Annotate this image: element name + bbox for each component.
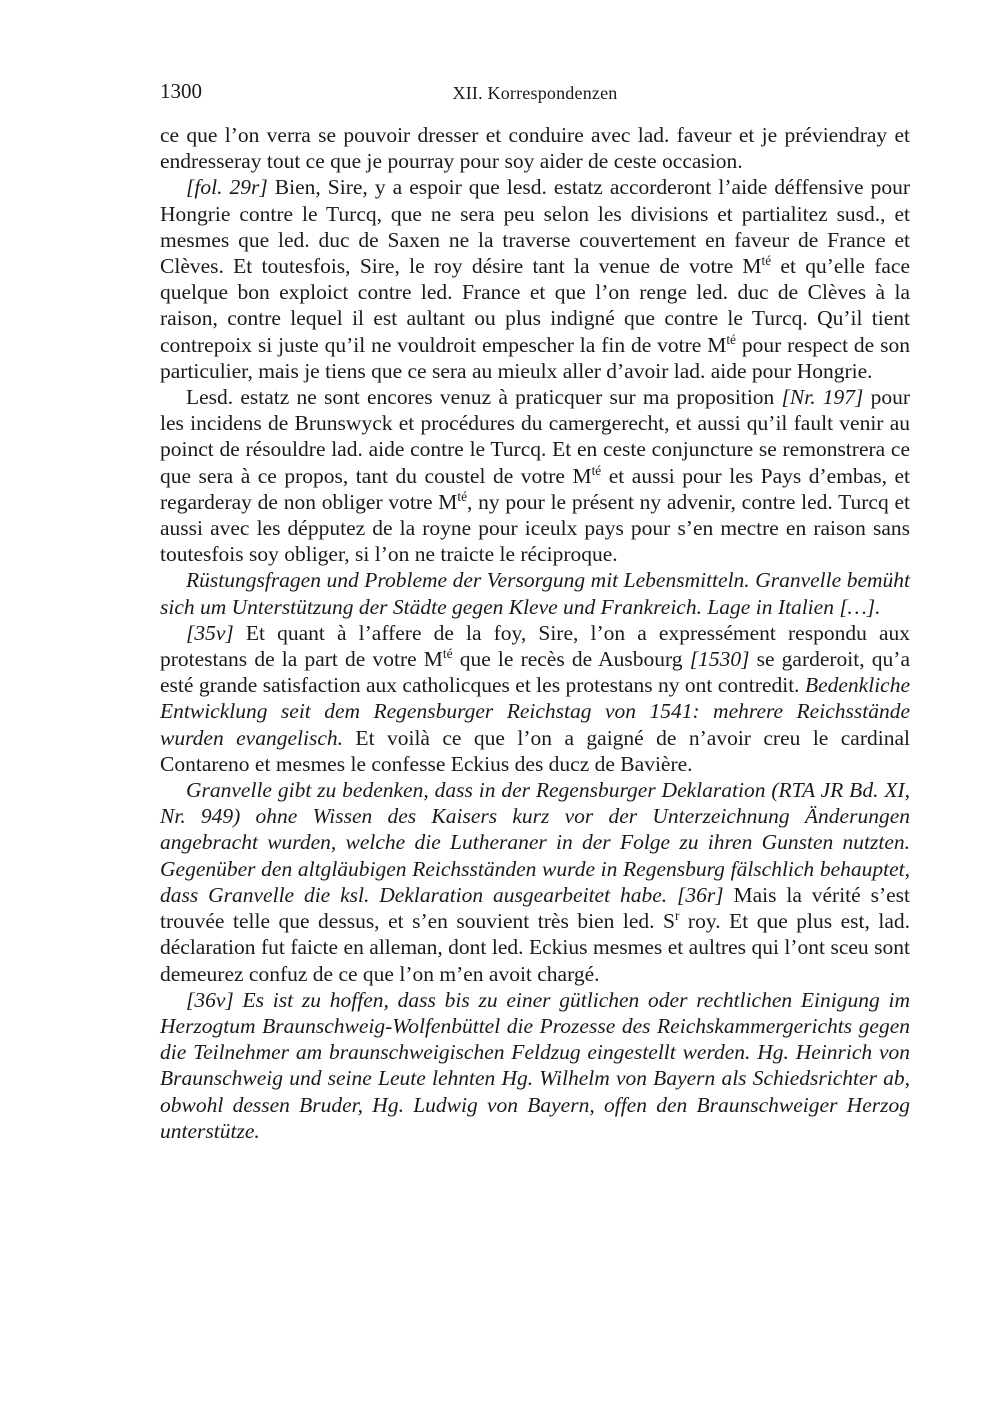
superscript-abbrev: té <box>457 488 468 504</box>
body-text <box>160 122 910 1144</box>
text-segment: et aussi pour les Pays d’embas, et regarderay de non obliger votre M <box>160 463 910 514</box>
superscript-abbrev: té <box>591 462 602 478</box>
text-segment: Lesd. estatz ne sont encores venuz à praticquer sur ma proposition <box>186 385 782 410</box>
paragraph <box>160 777 910 987</box>
text-segment: que le recès de Ausbourg <box>452 647 690 672</box>
superscript-abbrev: té <box>442 646 453 662</box>
document-page <box>160 78 910 1144</box>
italic-text: [1530] <box>689 647 750 672</box>
text-segment: et qu’elle face quelque bon exploict contre led. France et que l’on renge led. duc de Clèves à la raison, contre lequel il est aultant ou plus indigné que contre le Turcq. Qu’il tient contrepoix si juste qu’il ne vouldroit empescher la fin de votre M <box>160 254 910 357</box>
italic-text: [36v] Es ist zu hoffen, dass bis zu einer gütlichen oder rechtlichen Einigung im Herzogtum Braunschweig-Wolfenbüttel die Prozesse des Reichskammergerichts gegen die Teilnehmer am braunschweigischen Feldzug eingestellt werden. Hg. Heinrich von Braunschweig und seine Leute lehnten Hg. Wilhelm von Bayern als Schiedsrichter ab, obwohl dessen Bruder, Hg. Ludwig von Bayern, offen den Braunschweiger Herzog unterstütze. <box>160 987 910 1143</box>
italic-text: [35v] <box>186 620 234 645</box>
italic-text: Granvelle gibt zu bedenken, dass in der Regensburger Deklaration (RTA JR Bd. XI, Nr. 949) ohne Wissen des Kaisers kurz vor der Unterzeichnung Änderungen angebracht wurden, welche die Lutheraner in der Folge zu ihren Gunsten nutzten. Gegenüber den altgläubigen Reichsständen wurde in Regensburg fälschlich behauptet, dass Granvelle die ksl. Deklaration ausgearbeitet habe. [36r] <box>160 778 910 907</box>
text-segment: Et voilà ce que l’on a gaigné de n’avoir creu le cardinal Contareno et mesmes le confesse Eckius des ducz de Bavière. <box>160 725 910 776</box>
paragraph <box>160 174 910 384</box>
italic-text: [Nr. 197] <box>781 385 864 410</box>
paragraph <box>160 567 910 619</box>
italic-text: [fol. 29r] <box>186 175 268 200</box>
superscript-abbrev: té <box>761 253 772 269</box>
page-number: 1300 <box>160 79 202 103</box>
text-segment: se garderoit, qu’a esté grande satisfaction aux catholicques et les protestans ny ont contredit. <box>160 647 910 698</box>
italic-text: Bedenkliche Entwicklung seit dem Regensburger Reichstag von 1541: mehrere Reichsstände wurden evangelisch. <box>160 673 910 750</box>
text-segment: Bien, Sire, y a espoir que lesd. estatz accorderont l’aide déffensive pour Hongrie contre le Turcq, que ne sera peu selon les divisions et partialitez susd., et mesmes que led. duc de Saxen ne la traverse couvertement en faveur de France et Clèves. Et toutesfois, Sire, le roy désire tant la venue de votre M <box>160 175 910 279</box>
paragraph <box>160 620 910 777</box>
text-segment: pour respect de son particulier, mais je tiens que ce sera au mieulx aller d’avoir lad. aide pour Hongrie. <box>160 332 910 383</box>
text-segment: , ny pour le présent ny advenir, contre led. Turcq et aussi avec les dépputez de la royne pour iceulx pays pour s’en mectre en raison sans toutesfois soy obliger, si l’on ne traicte le réciproque. <box>160 489 910 567</box>
paragraph <box>160 384 910 567</box>
italic-text: Rüstungsfragen und Probleme der Versorgung mit Lebensmitteln. Granvelle bemüht sich um Unterstützung der Städte gegen Kleve und Frankreich. Lage in Italien […]. <box>160 568 910 619</box>
text-segment: Et quant à l’affere de la foy, Sire, l’on a expressément respondu aux protestans de la part de votre M <box>160 620 910 672</box>
superscript-abbrev: té <box>726 331 736 347</box>
text-segment: roy. Et que plus est, lad. déclaration fut faicte en alleman, dont led. Eckius mesmes et aultres qui l’ont sceu sont demeurez confuz de ce que l’on m’en avoit chargé. <box>160 909 910 986</box>
text-segment: ce que l’on verra se pouvoir dresser et conduire avec lad. faveur et je préviendray et endresseray tout ce que je pourray pour soy aider de ceste occasion. <box>160 123 910 174</box>
page-header <box>160 78 910 106</box>
superscript-abbrev: r <box>674 908 680 924</box>
paragraph <box>160 122 910 174</box>
running-head: XII. Korrespondenzen <box>452 83 618 103</box>
text-segment: Mais la vérité s’est trouvée telle que dessus, et s’en souvient très bien led. S <box>160 882 910 934</box>
paragraph <box>160 987 910 1144</box>
text-segment: pour les incidens de Brunswyck et procédures du camergerecht, et aussi qu’il fault venir au poinct de résouldre lad. aide contre le Turcq. Et en ceste conjuncture se remonstrera ce que sera à ce propos, tant du coustel de votre M <box>160 385 910 488</box>
